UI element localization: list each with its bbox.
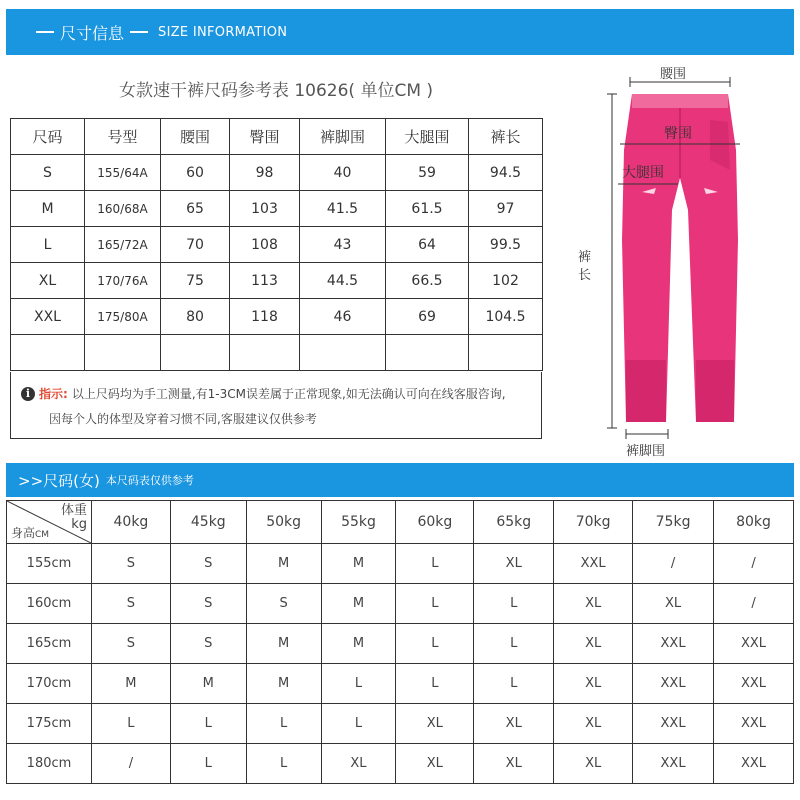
table-row — [11, 335, 543, 371]
size-recommendation-cell: XL — [474, 704, 554, 744]
size-cell — [469, 335, 543, 371]
table-row — [7, 584, 794, 624]
size-header-cell: 腰围 — [161, 119, 230, 155]
size-recommendation-cell: XXL — [554, 544, 633, 584]
size-recommendation-cell: M — [246, 624, 321, 664]
size-cell: 69 — [386, 299, 469, 335]
corner-weight-label: 体重 — [60, 503, 87, 518]
size-recommendation-cell: XL — [321, 744, 396, 784]
height-cell: 180cm — [7, 744, 92, 784]
size-cell: 102 — [469, 263, 543, 299]
size-recommendation-cell: XL — [554, 704, 633, 744]
size-recommendation-cell: M — [246, 544, 321, 584]
size-recommendation-cell: XL — [396, 704, 474, 744]
weight-header-cell: 45kg — [170, 501, 246, 544]
pants-diagram — [560, 60, 800, 460]
size-cell: 94.5 — [469, 155, 543, 191]
table-row — [7, 704, 794, 744]
size-cell — [300, 335, 386, 371]
size-cell: 108 — [230, 227, 300, 263]
size-cell: 118 — [230, 299, 300, 335]
weight-header-cell: 70kg — [554, 501, 633, 544]
size-chart-note: 本尺码表仅供参考 — [105, 474, 194, 487]
size-table-header — [11, 119, 543, 155]
size-recommendation-cell: / — [714, 544, 794, 584]
size-header-cell: 尺码 — [11, 119, 85, 155]
size-recommendation-cell: XXL — [633, 704, 714, 744]
size-recommendation-cell: M — [321, 544, 396, 584]
size-recommendation-cell: XXL — [633, 624, 714, 664]
size-cell: 97 — [469, 191, 543, 227]
size-recommendation-cell: / — [633, 544, 714, 584]
corner-weight-unit: kg — [71, 517, 87, 532]
banner-dash-right — [130, 31, 148, 33]
size-recommendation-table — [6, 500, 794, 784]
size-recommendation-cell: S — [170, 584, 246, 624]
size-recommendation-cell: L — [396, 544, 474, 584]
size-recommendation-cell: S — [170, 624, 246, 664]
length-label-1: 裤 — [578, 250, 592, 265]
size-cell: 75 — [161, 263, 230, 299]
size-cell: 113 — [230, 263, 300, 299]
size-recommendation-cell: M — [321, 624, 396, 664]
size-recommendation-cell: L — [321, 704, 396, 744]
size-cell: 80 — [161, 299, 230, 335]
size-recommendation-cell: S — [91, 584, 170, 624]
size-header-cell: 裤脚围 — [300, 119, 386, 155]
size-recommendation-cell: XXL — [714, 624, 794, 664]
size-recommendation-cell: L — [396, 664, 474, 704]
table-row — [11, 263, 543, 299]
size-info-banner — [6, 9, 794, 55]
size-cell: 60 — [161, 155, 230, 191]
size-recommendation-cell: XL — [474, 744, 554, 784]
size-cell: 44.5 — [300, 263, 386, 299]
size-cell: 61.5 — [386, 191, 469, 227]
height-cell: 175cm — [7, 704, 92, 744]
table-row — [7, 624, 794, 664]
size-header-cell: 裤长 — [469, 119, 543, 155]
size-recommendation-cell: XXL — [714, 744, 794, 784]
corner-weight — [61, 504, 87, 532]
banner-dash-left — [36, 31, 54, 33]
size-cell: 160/68A — [85, 191, 161, 227]
height-cell: 165cm — [7, 624, 92, 664]
weight-header-cell: 75kg — [633, 501, 714, 544]
size-cell: 40 — [300, 155, 386, 191]
size-recommendation-cell: XXL — [714, 664, 794, 704]
table-row — [7, 544, 794, 584]
weight-header-cell: 55kg — [321, 501, 396, 544]
size-recommendation-cell: M — [170, 664, 246, 704]
size-recommendation-cell: S — [170, 544, 246, 584]
size-cell: 103 — [230, 191, 300, 227]
corner-cell — [7, 501, 92, 544]
weight-header-cell: 50kg — [246, 501, 321, 544]
table-row — [7, 664, 794, 704]
size-cell: 104.5 — [469, 299, 543, 335]
size-recommendation-cell: M — [321, 584, 396, 624]
size-recommendation-cell: XL — [554, 744, 633, 784]
table-row — [11, 227, 543, 263]
size-recommendation-cell: S — [91, 544, 170, 584]
pants-shape — [622, 94, 738, 422]
size-chart-header — [7, 501, 794, 544]
size-cell — [230, 335, 300, 371]
height-cell: 170cm — [7, 664, 92, 704]
size-cell: L — [11, 227, 85, 263]
size-cell — [11, 335, 85, 371]
note-text-2: 因每个人的体型及穿着习惯不同,客服建议仅供参考 — [49, 412, 317, 426]
size-cell: XL — [11, 263, 85, 299]
size-cell: 70 — [161, 227, 230, 263]
size-cell: 59 — [386, 155, 469, 191]
size-cell: 66.5 — [386, 263, 469, 299]
size-cell: 155/64A — [85, 155, 161, 191]
size-recommendation-cell: / — [91, 744, 170, 784]
size-chart-bar — [6, 463, 794, 497]
note-label: 指示: — [39, 387, 68, 401]
length-label-2: 长 — [578, 268, 592, 283]
size-cell: 64 — [386, 227, 469, 263]
size-cell: 175/80A — [85, 299, 161, 335]
banner-title-en: SIZE INFORMATION — [158, 24, 288, 40]
table-row — [11, 191, 543, 227]
size-cell: S — [11, 155, 85, 191]
height-cell: 155cm — [7, 544, 92, 584]
size-recommendation-cell: XXL — [714, 704, 794, 744]
size-table — [10, 118, 543, 371]
note-box — [10, 372, 542, 439]
corner-height-unit: CM — [35, 530, 50, 540]
size-cell: 46 — [300, 299, 386, 335]
size-recommendation-cell: M — [91, 664, 170, 704]
size-recommendation-cell: S — [246, 584, 321, 624]
size-recommendation-cell: M — [246, 664, 321, 704]
size-recommendation-cell: L — [396, 624, 474, 664]
size-recommendation-cell: / — [714, 584, 794, 624]
hip-label: 臀围 — [664, 126, 692, 142]
size-recommendation-cell: L — [170, 744, 246, 784]
banner-title-zh: 尺寸信息 — [60, 23, 125, 43]
corner-height — [11, 524, 49, 541]
size-recommendation-cell: L — [170, 704, 246, 744]
size-cell: 65 — [161, 191, 230, 227]
pants-illustration — [560, 60, 800, 460]
size-cell: 98 — [230, 155, 300, 191]
thigh-label: 大腿围 — [622, 165, 664, 181]
height-cell: 160cm — [7, 584, 92, 624]
size-recommendation-cell: XL — [554, 664, 633, 704]
size-recommendation-cell: L — [246, 704, 321, 744]
weight-header-cell: 40kg — [91, 501, 170, 544]
size-recommendation-cell: S — [91, 624, 170, 664]
corner-height-label: 身高 — [11, 526, 36, 540]
weight-header-cell: 65kg — [474, 501, 554, 544]
size-cell — [85, 335, 161, 371]
size-cell: 170/76A — [85, 263, 161, 299]
size-recommendation-cell: L — [321, 664, 396, 704]
size-recommendation-cell: XXL — [633, 744, 714, 784]
note-text-1: 以上尺码均为手工测量,有1-3CM误差属于正常现象,如无法确认可向在线客服咨询, — [71, 387, 506, 401]
size-recommendation-cell: L — [91, 704, 170, 744]
weight-header-cell: 80kg — [714, 501, 794, 544]
note-line-1 — [21, 385, 506, 402]
info-icon: i — [21, 387, 35, 401]
size-header-cell: 号型 — [85, 119, 161, 155]
size-recommendation-cell: L — [474, 664, 554, 704]
size-table-title: 女款速干裤尺码参考表 10626( 单位CM ) — [118, 81, 434, 101]
size-recommendation-cell: L — [474, 584, 554, 624]
table-row — [7, 744, 794, 784]
size-chart-title: >>尺码(女) — [18, 471, 100, 490]
table-row — [11, 299, 543, 335]
size-cell: 99.5 — [469, 227, 543, 263]
size-cell: M — [11, 191, 85, 227]
size-cell: XXL — [11, 299, 85, 335]
size-recommendation-cell: L — [474, 624, 554, 664]
size-recommendation-cell: L — [246, 744, 321, 784]
size-header-cell: 臀围 — [230, 119, 300, 155]
size-recommendation-cell: L — [396, 584, 474, 624]
weight-header-cell: 60kg — [396, 501, 474, 544]
size-cell: 165/72A — [85, 227, 161, 263]
size-recommendation-cell: XL — [396, 744, 474, 784]
size-header-cell: 大腿围 — [386, 119, 469, 155]
table-row — [11, 155, 543, 191]
size-cell: 43 — [300, 227, 386, 263]
size-cell: 41.5 — [300, 191, 386, 227]
size-recommendation-cell: XL — [554, 584, 633, 624]
size-recommendation-cell: XL — [474, 544, 554, 584]
size-recommendation-cell: XXL — [633, 664, 714, 704]
waist-label: 腰围 — [660, 67, 687, 82]
size-recommendation-cell: XL — [554, 624, 633, 664]
size-recommendation-cell: XL — [633, 584, 714, 624]
hem-label: 裤脚围 — [626, 444, 666, 459]
size-cell — [161, 335, 230, 371]
size-cell — [386, 335, 469, 371]
